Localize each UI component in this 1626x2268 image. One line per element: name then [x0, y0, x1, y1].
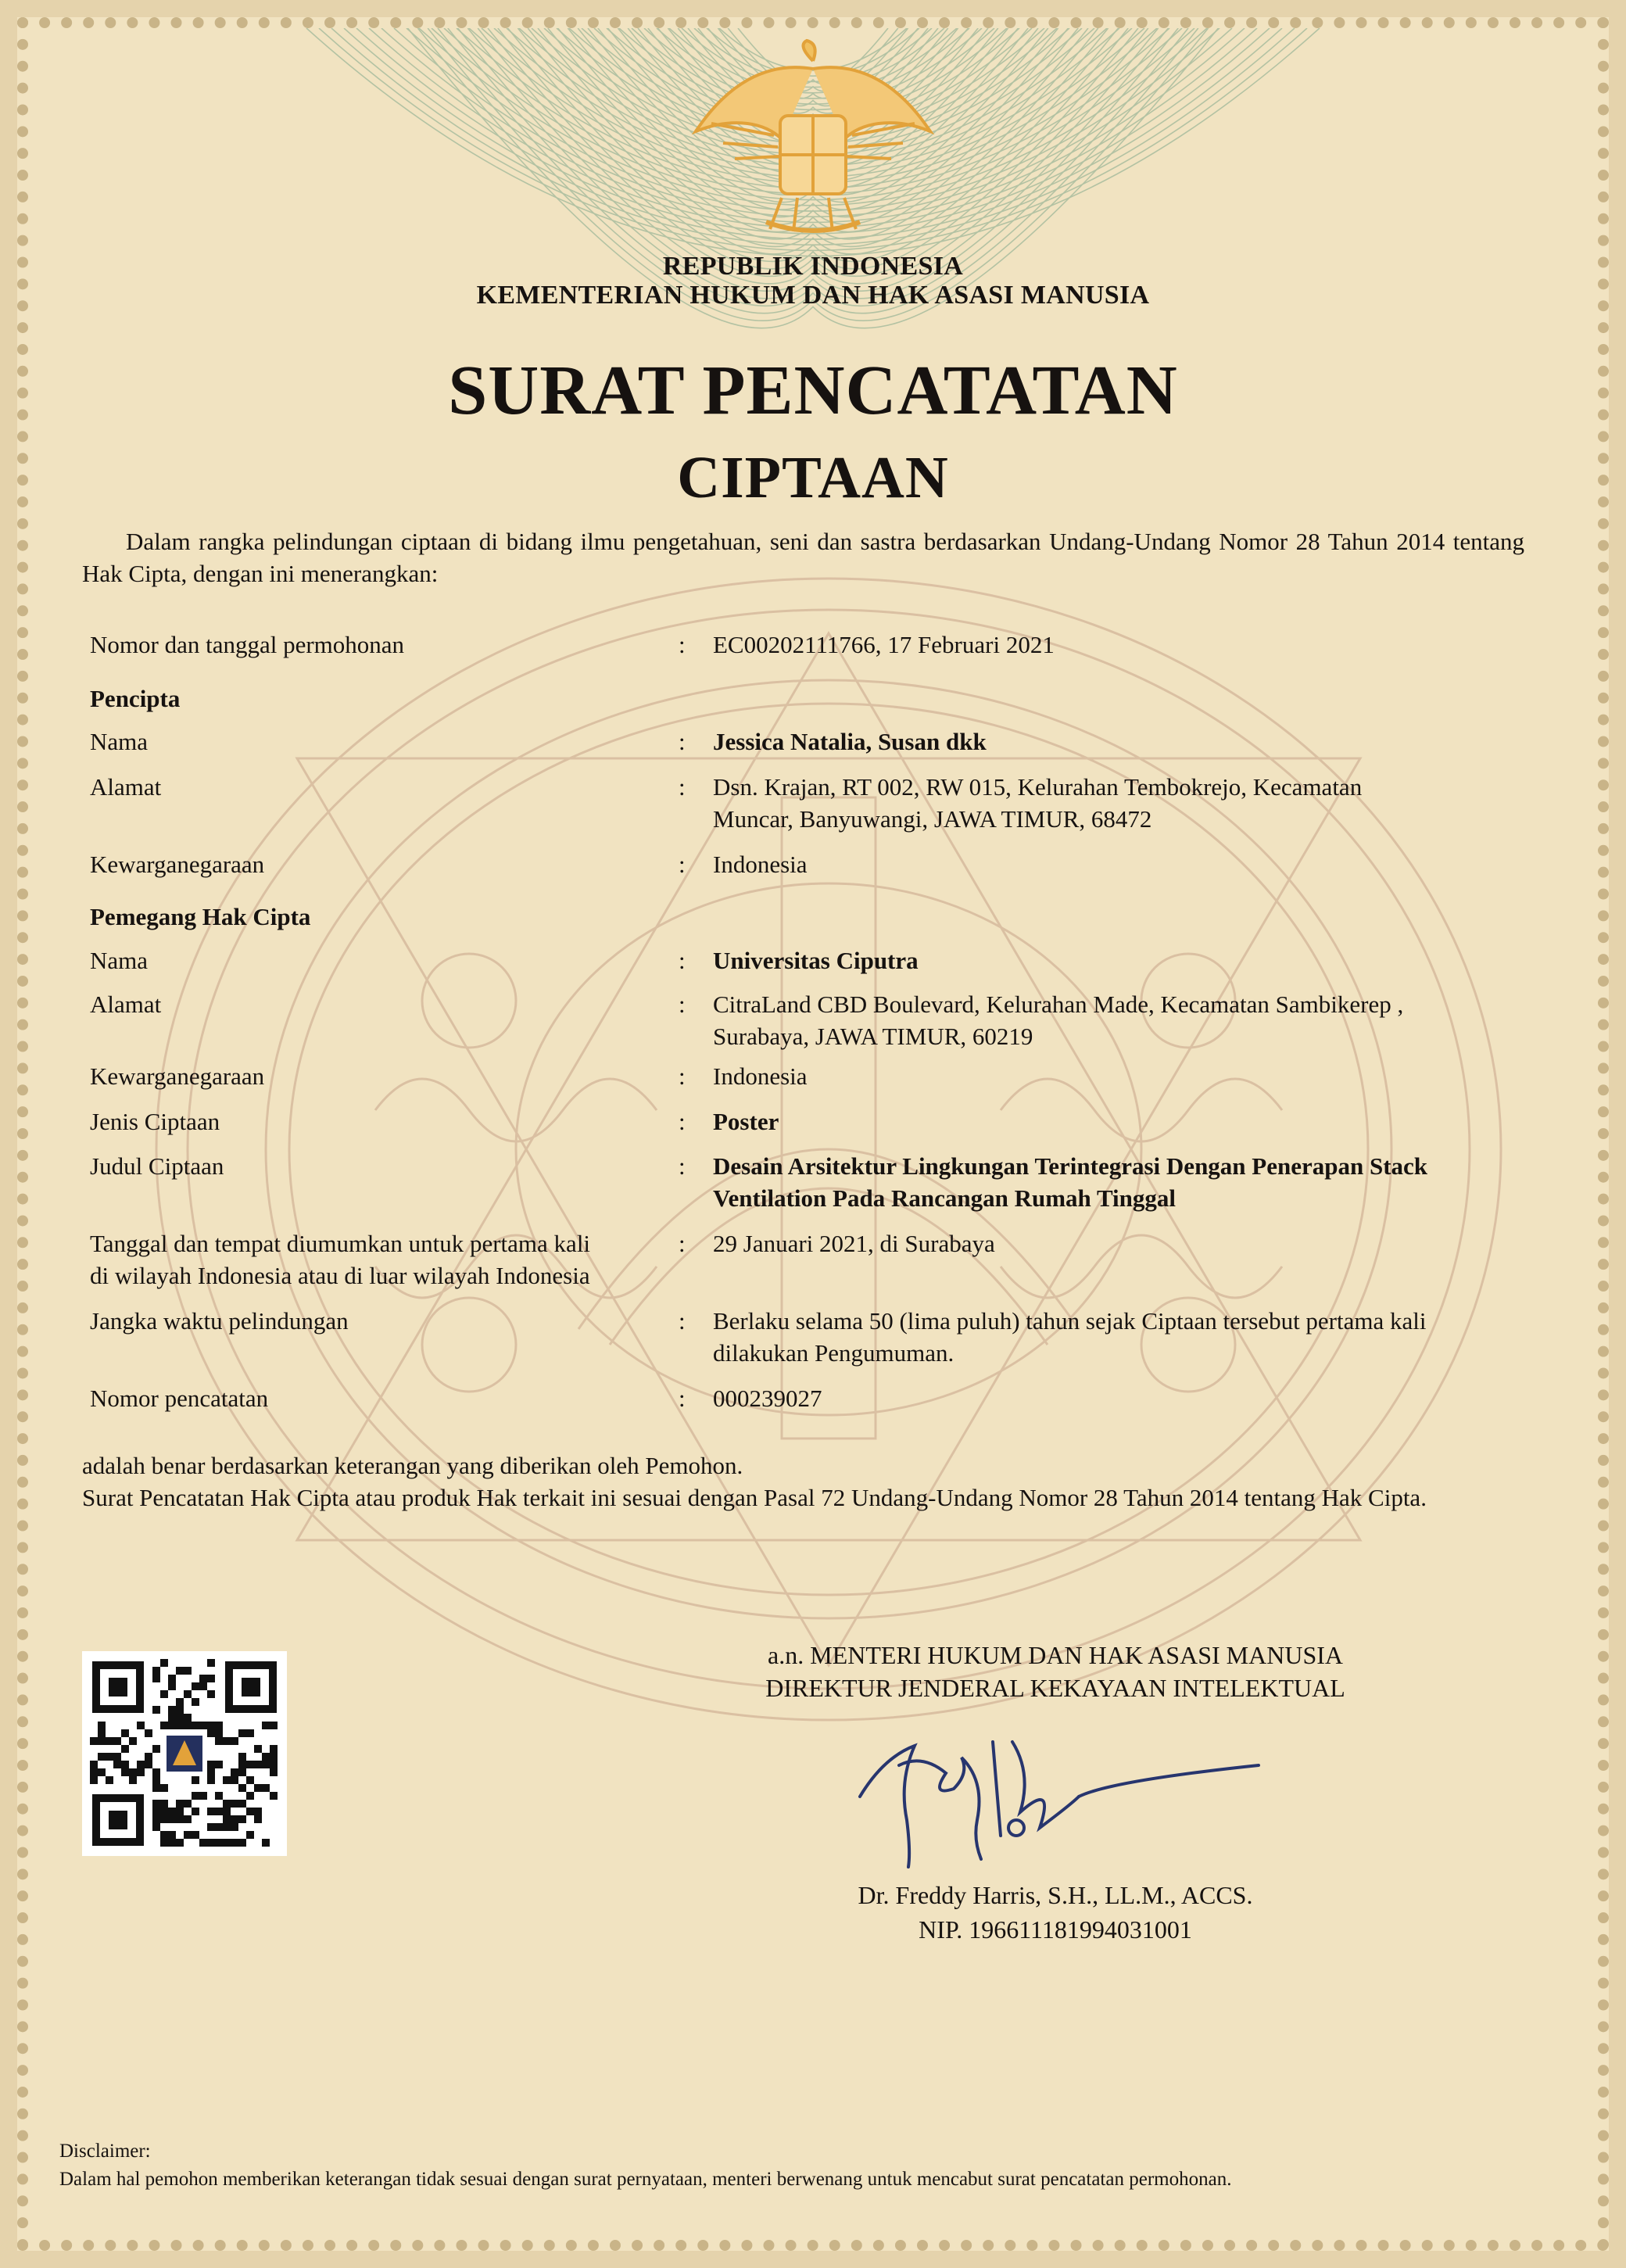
- holder-address-label: Alamat: [90, 991, 162, 1018]
- colon: :: [679, 631, 686, 658]
- colon: :: [679, 1108, 686, 1135]
- colon: :: [679, 1062, 686, 1090]
- holder-citizenship-value: Indonesia: [713, 1062, 808, 1090]
- holder-address-value: [713, 988, 1526, 1052]
- protection-period-line2: dilakukan Pengumuman.: [713, 1339, 954, 1367]
- work-type-label: Jenis Ciptaan: [90, 1108, 220, 1135]
- closing-line2: Surat Pencatatan Hak Cipta atau produk Hak terkait ini sesuai dengan Pasal 72 Undang-Undang Nomor 28 Tahun 2014 tentang Hak Cipta.: [82, 1484, 1427, 1511]
- colon: :: [679, 991, 686, 1018]
- document-subtitle: CIPTAAN: [677, 445, 949, 511]
- colon: :: [679, 947, 686, 974]
- header-ministry: KEMENTERIAN HUKUM DAN HAK ASASI MANUSIA: [476, 281, 1150, 310]
- holder-section-title: Pemegang Hak Cipta: [90, 903, 311, 930]
- work-title-value: [713, 1150, 1526, 1214]
- creator-address-value: [713, 771, 1526, 835]
- closing-line1: adalah benar berdasarkan keterangan yang diberikan oleh Pemohon.: [82, 1452, 743, 1479]
- application-value: EC00202111766, 17 Februari 2021: [713, 631, 1055, 658]
- creator-citizenship-label: Kewarganegaraan: [90, 851, 265, 878]
- work-title-line1: Desain Arsitektur Lingkungan Terintegrasi Dengan Penerapan Stack: [713, 1152, 1428, 1180]
- announcement-label-line2: di wilayah Indonesia atau di luar wilayah Indonesia: [90, 1262, 590, 1289]
- colon: :: [679, 1230, 686, 1257]
- protection-period-line1: Berlaku selama 50 (lima puluh) tahun sejak Ciptaan tersebut pertama kali: [713, 1307, 1427, 1335]
- colon: :: [679, 1307, 686, 1335]
- signer-nip: NIP. 196611181994031001: [919, 1915, 1192, 1944]
- signatory-on-behalf: a.n. MENTERI HUKUM DAN HAK ASASI MANUSIA: [768, 1641, 1343, 1669]
- signatory-title-block: [735, 1639, 1376, 1704]
- colon: :: [679, 1152, 686, 1180]
- disclaimer: [59, 2137, 1584, 2194]
- signature-graphic: [852, 1711, 1290, 1883]
- record-number-value: 000239027: [713, 1385, 822, 1412]
- creator-citizenship-value: Indonesia: [713, 851, 808, 878]
- holder-address-line1: CitraLand CBD Boulevard, Kelurahan Made, Kecamatan Sambikerep ,: [713, 991, 1404, 1018]
- holder-name-value: Universitas Ciputra: [713, 947, 919, 974]
- record-number-label: Nomor pencatatan: [90, 1385, 269, 1412]
- creator-address-label: Alamat: [90, 773, 162, 801]
- header-country: REPUBLIK INDONESIA: [662, 252, 964, 281]
- document-title: SURAT PENCATATAN: [448, 352, 1178, 429]
- signer-block: [735, 1878, 1376, 1947]
- work-title-line2: Ventilation Pada Rancangan Rumah Tinggal: [713, 1184, 1177, 1212]
- colon: :: [679, 1385, 686, 1412]
- holder-address-line2: Surabaya, JAWA TIMUR, 60219: [713, 1023, 1033, 1050]
- intro-paragraph: Dalam rangka pelindungan ciptaan di bidang ilmu pengetahuan, seni dan sastra berdasarkan Undang-Undang Nomor 28 Tahun 2014 tentang Hak Cipta, dengan ini menerangkan:: [82, 528, 1524, 587]
- disclaimer-text: Dalam hal pemohon memberikan keterangan tidak sesuai dengan surat pernyataan, menteri berwenang untuk mencabut surat pencatatan permohonan.: [59, 2169, 1232, 2190]
- announcement-value: 29 Januari 2021, di Surabaya: [713, 1230, 995, 1257]
- signatory-position: DIREKTUR JENDERAL KEKAYAAN INTELEKTUAL: [765, 1674, 1345, 1702]
- disclaimer-title: Disclaimer:: [59, 2141, 151, 2162]
- holder-name-label: Nama: [90, 947, 149, 974]
- closing-paragraph: [82, 1449, 1524, 1514]
- qr-code-icon: [82, 1651, 287, 1856]
- protection-period-value: [713, 1305, 1526, 1369]
- holder-citizenship-label: Kewarganegaraan: [90, 1062, 265, 1090]
- creator-address-line1: Dsn. Krajan, RT 002, RW 015, Kelurahan Tembokrejo, Kecamatan: [713, 773, 1363, 801]
- announcement-label: [90, 1227, 676, 1292]
- protection-period-label: Jangka waktu pelindungan: [90, 1307, 349, 1335]
- creator-name-label: Nama: [90, 728, 149, 755]
- application-label: Nomor dan tanggal permohonan: [90, 631, 405, 658]
- work-type-value: Poster: [713, 1108, 779, 1135]
- creator-address-line2: Muncar, Banyuwangi, JAWA TIMUR, 68472: [713, 805, 1152, 833]
- creator-section-title: Pencipta: [90, 685, 181, 712]
- announcement-label-line1: Tanggal dan tempat diumumkan untuk pertama kali: [90, 1230, 591, 1257]
- creator-name-value: Jessica Natalia, Susan dkk: [713, 728, 987, 755]
- colon: :: [679, 851, 686, 878]
- colon: :: [679, 728, 686, 755]
- garuda-emblem-icon: [680, 38, 946, 241]
- work-title-label: Judul Ciptaan: [90, 1152, 224, 1180]
- colon: :: [679, 773, 686, 801]
- signer-name: Dr. Freddy Harris, S.H., LL.M., ACCS.: [858, 1881, 1253, 1909]
